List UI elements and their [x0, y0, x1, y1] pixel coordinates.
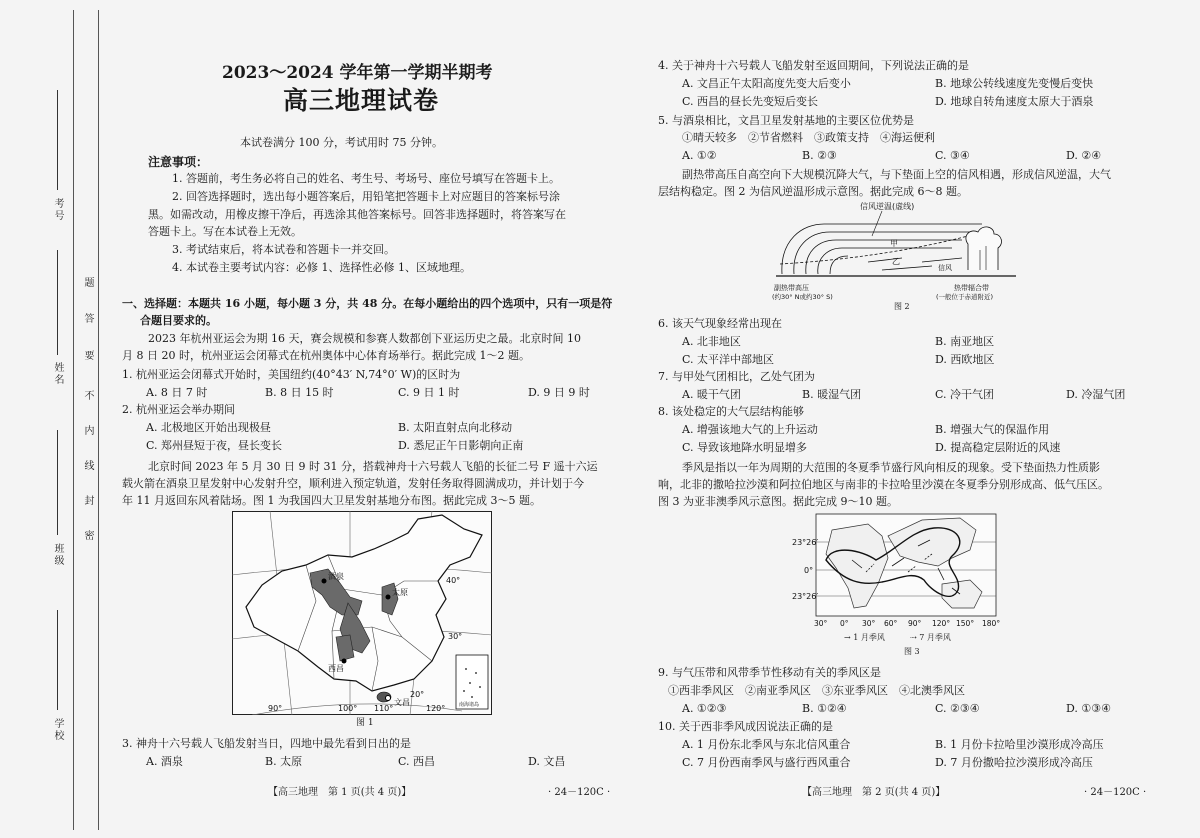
passage2-line: 载火箭在酒泉卫星发射中心发射升空，顺利进入预定轨道，发射任务取得圆满成功，并计划于今 [122, 477, 584, 490]
footer-right-code: · 24－120C · [1084, 787, 1147, 798]
q10-option-a: A. 1 月份东北季风与东北信风重合 [682, 738, 851, 751]
q3-option-d: D. 文昌 [528, 755, 566, 768]
q10-option-d: D. 7 月份撒哈拉沙漠形成冷高压 [935, 756, 1093, 769]
figure1-map [232, 511, 492, 715]
q6-option-b: B. 南亚地区 [935, 335, 995, 348]
binding-name-label: 姓名 [52, 362, 63, 386]
q9-option-b: B. ①②④ [802, 702, 847, 715]
binding-exam-no-label: 考号 [52, 198, 63, 222]
q9-items: ①西非季风区 ②南亚季风区 ③东亚季风区 ④北澳季风区 [668, 684, 965, 697]
seal-char: 不 [82, 390, 93, 402]
q4-option-d: D. 地球自转角速度太原大于酒泉 [935, 95, 1094, 108]
footer-left-code: · 24－120C · [548, 787, 611, 798]
q1-option-a: A. 8 日 7 时 [146, 386, 208, 399]
q10-option-c: C. 7 月份西南季风与盛行西风重合 [682, 756, 851, 769]
seal-char: 题 [82, 277, 93, 289]
q1-option-d: D. 9 日 9 时 [528, 386, 590, 399]
figure3-lon-label: 90° [908, 619, 922, 628]
figure1-lat-label: 20° [410, 690, 425, 699]
seal-char: 封 [82, 495, 93, 507]
seal-char: 内 [82, 425, 93, 437]
figure1-place: 文昌 [394, 698, 410, 707]
q9-option-a: A. ①②③ [682, 702, 727, 715]
q9-option-c: C. ②③④ [935, 702, 980, 715]
q2-option-d: D. 悉尼正午日影朝向正南 [398, 439, 524, 452]
figure3-legend-jan: → 1 月季风 [844, 633, 885, 642]
figure3-lat-label: 0° [804, 566, 814, 575]
figure3-caption: 图 3 [904, 647, 920, 656]
binding-line-inner [98, 10, 99, 830]
figure2-marker: 甲 [890, 239, 898, 248]
passage4-line: 图 3 为亚非澳季风示意图。据此完成 9～10 题。 [658, 495, 898, 508]
figure3-lon-label: 180° [982, 619, 1001, 628]
figure2-left-label: 副热带高压 [774, 284, 809, 292]
section1-title: 一、选择题：本题共 16 小题，每小题 3 分，共 48 分。在每小题给出的四个选项中，只有一项是符 [122, 297, 613, 310]
passage1-line: 月 8 日 20 时，杭州亚运会闭幕式在杭州奥体中心体育场举行。据此完成 1～2 题。 [122, 349, 530, 362]
figure2-top-label: 信风逆温(虚线) [860, 202, 915, 211]
q5-option-c: C. ③④ [935, 149, 970, 162]
q10-option-b: B. 1 月份卡拉哈里沙漠形成冷高压 [935, 738, 1104, 751]
figure3-lon-label: 30° [862, 619, 876, 628]
figure1-lat-label: 30° [448, 632, 463, 641]
q5-option-a: A. ①② [682, 149, 717, 162]
exam-title-year: 2023～2024 学年第一学期半期考 [222, 63, 493, 83]
figure3-legend-jul: ⇢ 7 月季风 [910, 633, 951, 642]
q6-stem: 6. 该天气现象经常出现在 [658, 317, 782, 330]
figure1-lon-label: 120° [426, 704, 446, 713]
notes-line: 2. 回答选择题时，选出每小题答案后，用铅笔把答题卡上对应题目的答案标号涂 [172, 190, 560, 203]
figure1-inset-label: 南海诸岛 [459, 702, 480, 708]
notes-line: 答题卡上。写在本试卷上无效。 [148, 225, 302, 238]
passage4-line: 季风是指以一年为周期的大范围的冬夏季节盛行风向相反的现象。受下垫面热力性质影 [682, 461, 1100, 474]
q9-option-d: D. ①③④ [1066, 702, 1112, 715]
q1-stem: 1. 杭州亚运会闭幕式开始时，美国纽约(40°43′ N,74°0′ W)的区时为 [122, 368, 461, 381]
figure3-map [792, 510, 1012, 636]
figure3-lon-label: 120° [932, 619, 951, 628]
q5-items: ①晴天较多 ②节省燃料 ③政策支持 ④海运便利 [682, 131, 935, 144]
q4-option-c: C. 西昌的昼长先变短后变长 [682, 95, 819, 108]
q7-stem: 7. 与甲处气团相比，乙处气团为 [658, 370, 815, 383]
q1-option-b: B. 8 日 15 时 [265, 386, 334, 399]
passage3-line: 副热带高压自高空向下大规模沉降大气，与下垫面上空的信风相遇，形成信风逆温，大气 [682, 168, 1111, 181]
seal-char: 密 [82, 530, 93, 542]
q9-stem: 9. 与气压带和风带季节性移动有关的季风区是 [658, 666, 881, 679]
q5-stem: 5. 与酒泉相比，文昌卫星发射基地的主要区位优势是 [658, 114, 914, 127]
q6-option-c: C. 太平洋中部地区 [682, 353, 775, 366]
q5-option-d: D. ②④ [1066, 149, 1102, 162]
q7-option-b: B. 暖湿气团 [802, 388, 862, 401]
notes-heading: 注意事项： [148, 155, 209, 169]
figure1-lat-label: 40° [446, 576, 461, 585]
notes-line: 黑。如需改动，用橡皮擦干净后，再选涂其他答案标号。回答非选择题时，将答案写在 [148, 208, 566, 221]
passage4-line: 响，北非的撒哈拉沙漠和阿拉伯地区与南非的卡拉哈里沙漠在冬夏季分别形成高、低气压区。 [658, 478, 1109, 491]
q2-option-b: B. 太阳直射点向北移动 [398, 421, 513, 434]
exam-title-main: 高三地理试卷 [283, 86, 440, 115]
passage3-line: 层结构稳定。图 2 为信风逆温形成示意图。据此完成 6～8 题。 [658, 185, 968, 198]
figure1-lon-label: 110° [374, 704, 394, 713]
binding-exam-no-line [57, 90, 58, 190]
q2-stem: 2. 杭州亚运会举办期间 [122, 403, 235, 416]
figure1-place: 酒泉 [328, 572, 344, 581]
passage1-line: 2023 年杭州亚运会为期 16 天，赛会规模和参赛人数都创下亚运历史之最。北京时间 10 [148, 332, 581, 345]
figure3-lon-label: 150° [956, 619, 975, 628]
q10-stem: 10. 关于西非季风成因说法正确的是 [658, 720, 833, 733]
figure1-lon-label: 100° [338, 704, 358, 713]
seal-char: 要 [82, 350, 93, 362]
passage2-line: 年 11 月返回东风着陆场。图 1 为我国四大卫星发射基地分布图。据此完成 3～5 题。 [122, 494, 541, 507]
q7-option-d: D. 冷湿气团 [1066, 388, 1126, 401]
figure3-lat-label: 23°26′ [792, 538, 819, 547]
figure2-right-label-sub: (一般位于赤道附近) [936, 293, 994, 301]
notes-line: 1. 答题前，考生务必将自己的姓名、考生号、考场号、座位号填写在答题卡上。 [172, 172, 560, 185]
binding-school-line [57, 610, 58, 710]
section1-title-cont: 合题目要求的。 [140, 314, 217, 327]
q8-stem: 8. 该处稳定的大气层结构能够 [658, 405, 804, 418]
figure3-lon-label: 60° [884, 619, 898, 628]
seal-char: 答 [82, 313, 93, 325]
q3-option-a: A. 酒泉 [146, 755, 183, 768]
binding-line-outer [73, 10, 74, 830]
q8-option-c: C. 导致该地降水明显增多 [682, 441, 808, 454]
q3-option-c: C. 西昌 [398, 755, 436, 768]
figure1-caption: 图 1 [356, 718, 374, 728]
figure3-lon-label: 30° [814, 619, 828, 628]
exam-info: 本试卷满分 100 分，考试用时 75 分钟。 [240, 136, 443, 149]
figure2-caption: 图 2 [894, 302, 910, 311]
figure1-place: 太原 [392, 588, 408, 597]
q4-stem: 4. 关于神舟十六号载人飞船发射至返回期间，下列说法正确的是 [658, 59, 969, 72]
q3-stem: 3. 神舟十六号载人飞船发射当日，四地中最先看到日出的是 [122, 737, 411, 750]
footer-right-label: 【高三地理 第 2 页(共 4 页)】 [802, 787, 946, 798]
figure2-left-label-sub: (约30° N或约30° S) [772, 293, 833, 301]
q5-option-b: B. ②③ [802, 149, 837, 162]
q4-option-b: B. 地球公转线速度先变慢后变快 [935, 77, 1094, 90]
notes-line: 3. 考试结束后，将本试卷和答题卡一并交回。 [172, 243, 395, 256]
notes-line: 4. 本试卷主要考试内容：必修 1、选择性必修 1、区域地理。 [172, 261, 471, 274]
q8-option-b: B. 增强大气的保温作用 [935, 423, 1050, 436]
passage2-line: 北京时间 2023 年 5 月 30 日 9 时 31 分，搭载神舟十六号载人飞船的长征二号 F 遥十六运 [148, 460, 598, 473]
figure2-marker: 乙 [892, 257, 900, 266]
q8-option-d: D. 提高稳定层附近的风速 [935, 441, 1061, 454]
q4-option-a: A. 文昌正午太阳高度先变大后变小 [682, 77, 851, 90]
q7-option-c: C. 冷干气团 [935, 388, 995, 401]
q6-option-a: A. 北非地区 [682, 335, 741, 348]
binding-class-label: 班级 [52, 543, 63, 567]
q2-option-a: A. 北极地区开始出现极昼 [146, 421, 271, 434]
q6-option-d: D. 西欧地区 [935, 353, 995, 366]
figure2-diagram [772, 200, 1020, 312]
q8-option-a: A. 增强该地大气的上升运动 [682, 423, 818, 436]
figure3-lat-label: 23°26′ [792, 592, 819, 601]
figure1-lon-label: 90° [268, 704, 283, 713]
figure2-wind-label: 信风 [938, 264, 952, 272]
q7-option-a: A. 暖干气团 [682, 388, 741, 401]
q2-option-c: C. 郑州昼短于夜，昼长变长 [146, 439, 283, 452]
q3-option-b: B. 太原 [265, 755, 303, 768]
footer-left-label: 【高三地理 第 1 页(共 4 页)】 [268, 787, 412, 798]
binding-school-label: 学校 [52, 718, 63, 742]
binding-name-line [57, 250, 58, 355]
q1-option-c: C. 9 日 1 时 [398, 386, 460, 399]
seal-char: 线 [82, 460, 93, 472]
figure2-right-label: 热带辐合带 [954, 284, 989, 292]
binding-class-line [57, 430, 58, 535]
figure1-place: 西昌 [328, 664, 344, 673]
figure3-lon-label: 0° [840, 619, 849, 628]
